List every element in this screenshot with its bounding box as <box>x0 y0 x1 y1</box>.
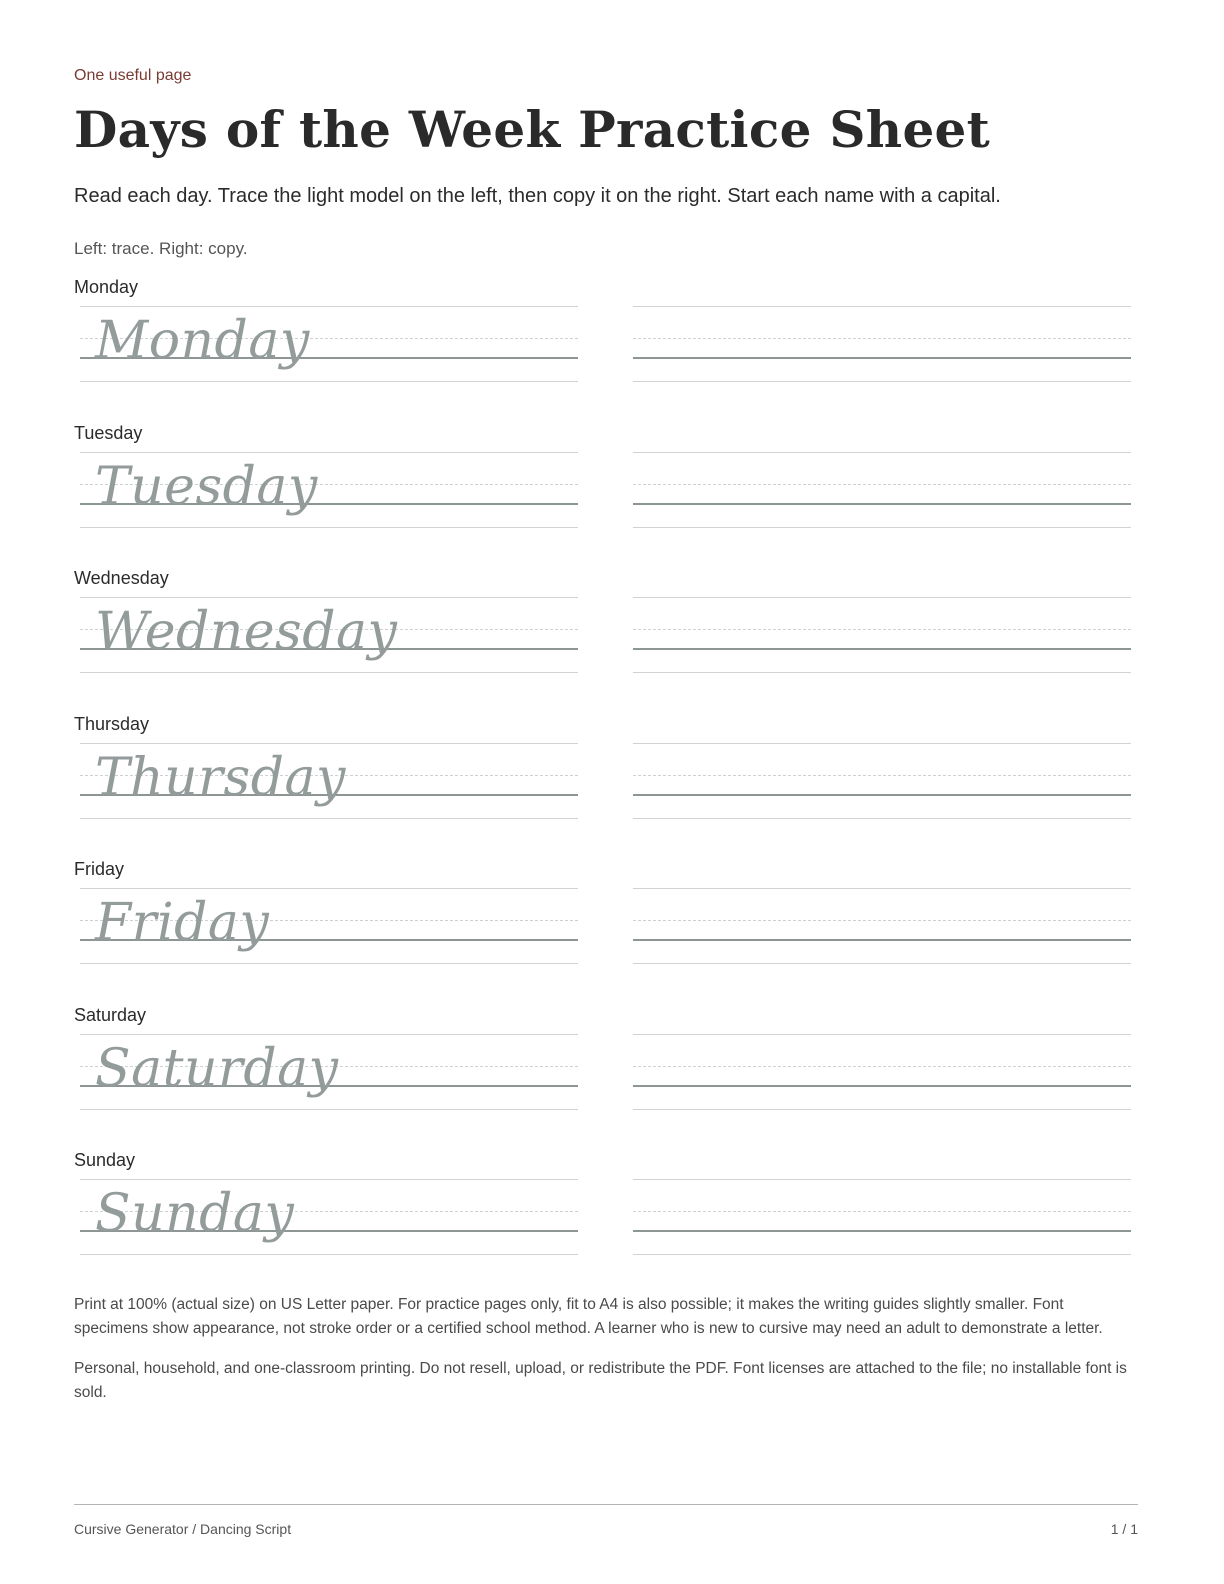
trace-guide <box>80 743 578 821</box>
copy-guide[interactable] <box>633 1034 1131 1112</box>
copy-guide[interactable] <box>633 452 1131 530</box>
copy-guide[interactable] <box>633 1179 1131 1257</box>
trace-guide <box>80 452 578 530</box>
trace-model-word: Sunday <box>95 1184 295 1244</box>
copy-guide[interactable] <box>633 597 1131 675</box>
trace-guide <box>80 888 578 966</box>
page-number: 1 / 1 <box>1110 1521 1138 1537</box>
footer-source: Cursive Generator / Dancing Script <box>74 1521 292 1537</box>
trace-model-word: Friday <box>95 893 270 953</box>
footer-divider <box>74 1504 1138 1505</box>
copy-guide[interactable] <box>633 743 1131 821</box>
day-label: Saturday <box>74 1005 147 1025</box>
trace-model-word: Saturday <box>95 1039 339 1099</box>
day-label: Sunday <box>74 1150 136 1170</box>
day-label: Thursday <box>74 714 150 734</box>
day-label: Monday <box>74 277 139 297</box>
trace-guide <box>80 306 578 384</box>
day-label: Wednesday <box>74 568 169 588</box>
print-note: Print at 100% (actual size) on US Letter paper. For practice pages only, fit to A4 is also possible; it makes the writing guides slightly smaller. Font specimens show appearance, not stroke order or a certified school method. A learner who is new to cursive may need an adult to demonstrate a letter. <box>74 1296 1103 1337</box>
day-row-sunday <box>74 1150 1138 1290</box>
trace-model-word: Tuesday <box>95 457 318 517</box>
trace-model-word: Thursday <box>95 748 346 808</box>
legend-text: Left: trace. Right: copy. <box>74 239 248 258</box>
day-label: Friday <box>74 859 125 879</box>
day-row-saturday <box>74 1005 1138 1145</box>
trace-guide <box>80 1034 578 1112</box>
instructions: Read each day. Trace the light model on the left, then copy it on the right. Start each name with a capital. <box>74 185 1001 207</box>
day-label: Tuesday <box>74 423 143 443</box>
day-row-tuesday <box>74 423 1138 563</box>
day-row-wednesday <box>74 568 1138 708</box>
day-row-thursday <box>74 714 1138 854</box>
license-note: Personal, household, and one-classroom printing. Do not resell, upload, or redistribute the PDF. Font licenses are attached to the file; no installable font is sold. <box>74 1360 1127 1401</box>
trace-model-word: Monday <box>95 311 310 371</box>
eyebrow-label: One useful page <box>74 67 192 84</box>
trace-guide <box>80 1179 578 1257</box>
trace-guide <box>80 597 578 675</box>
day-row-monday <box>74 277 1138 417</box>
page-title: Days of the Week Practice Sheet <box>74 100 991 159</box>
copy-guide[interactable] <box>633 888 1131 966</box>
day-row-friday <box>74 859 1138 999</box>
trace-model-word: Wednesday <box>95 602 398 662</box>
copy-guide[interactable] <box>633 306 1131 384</box>
